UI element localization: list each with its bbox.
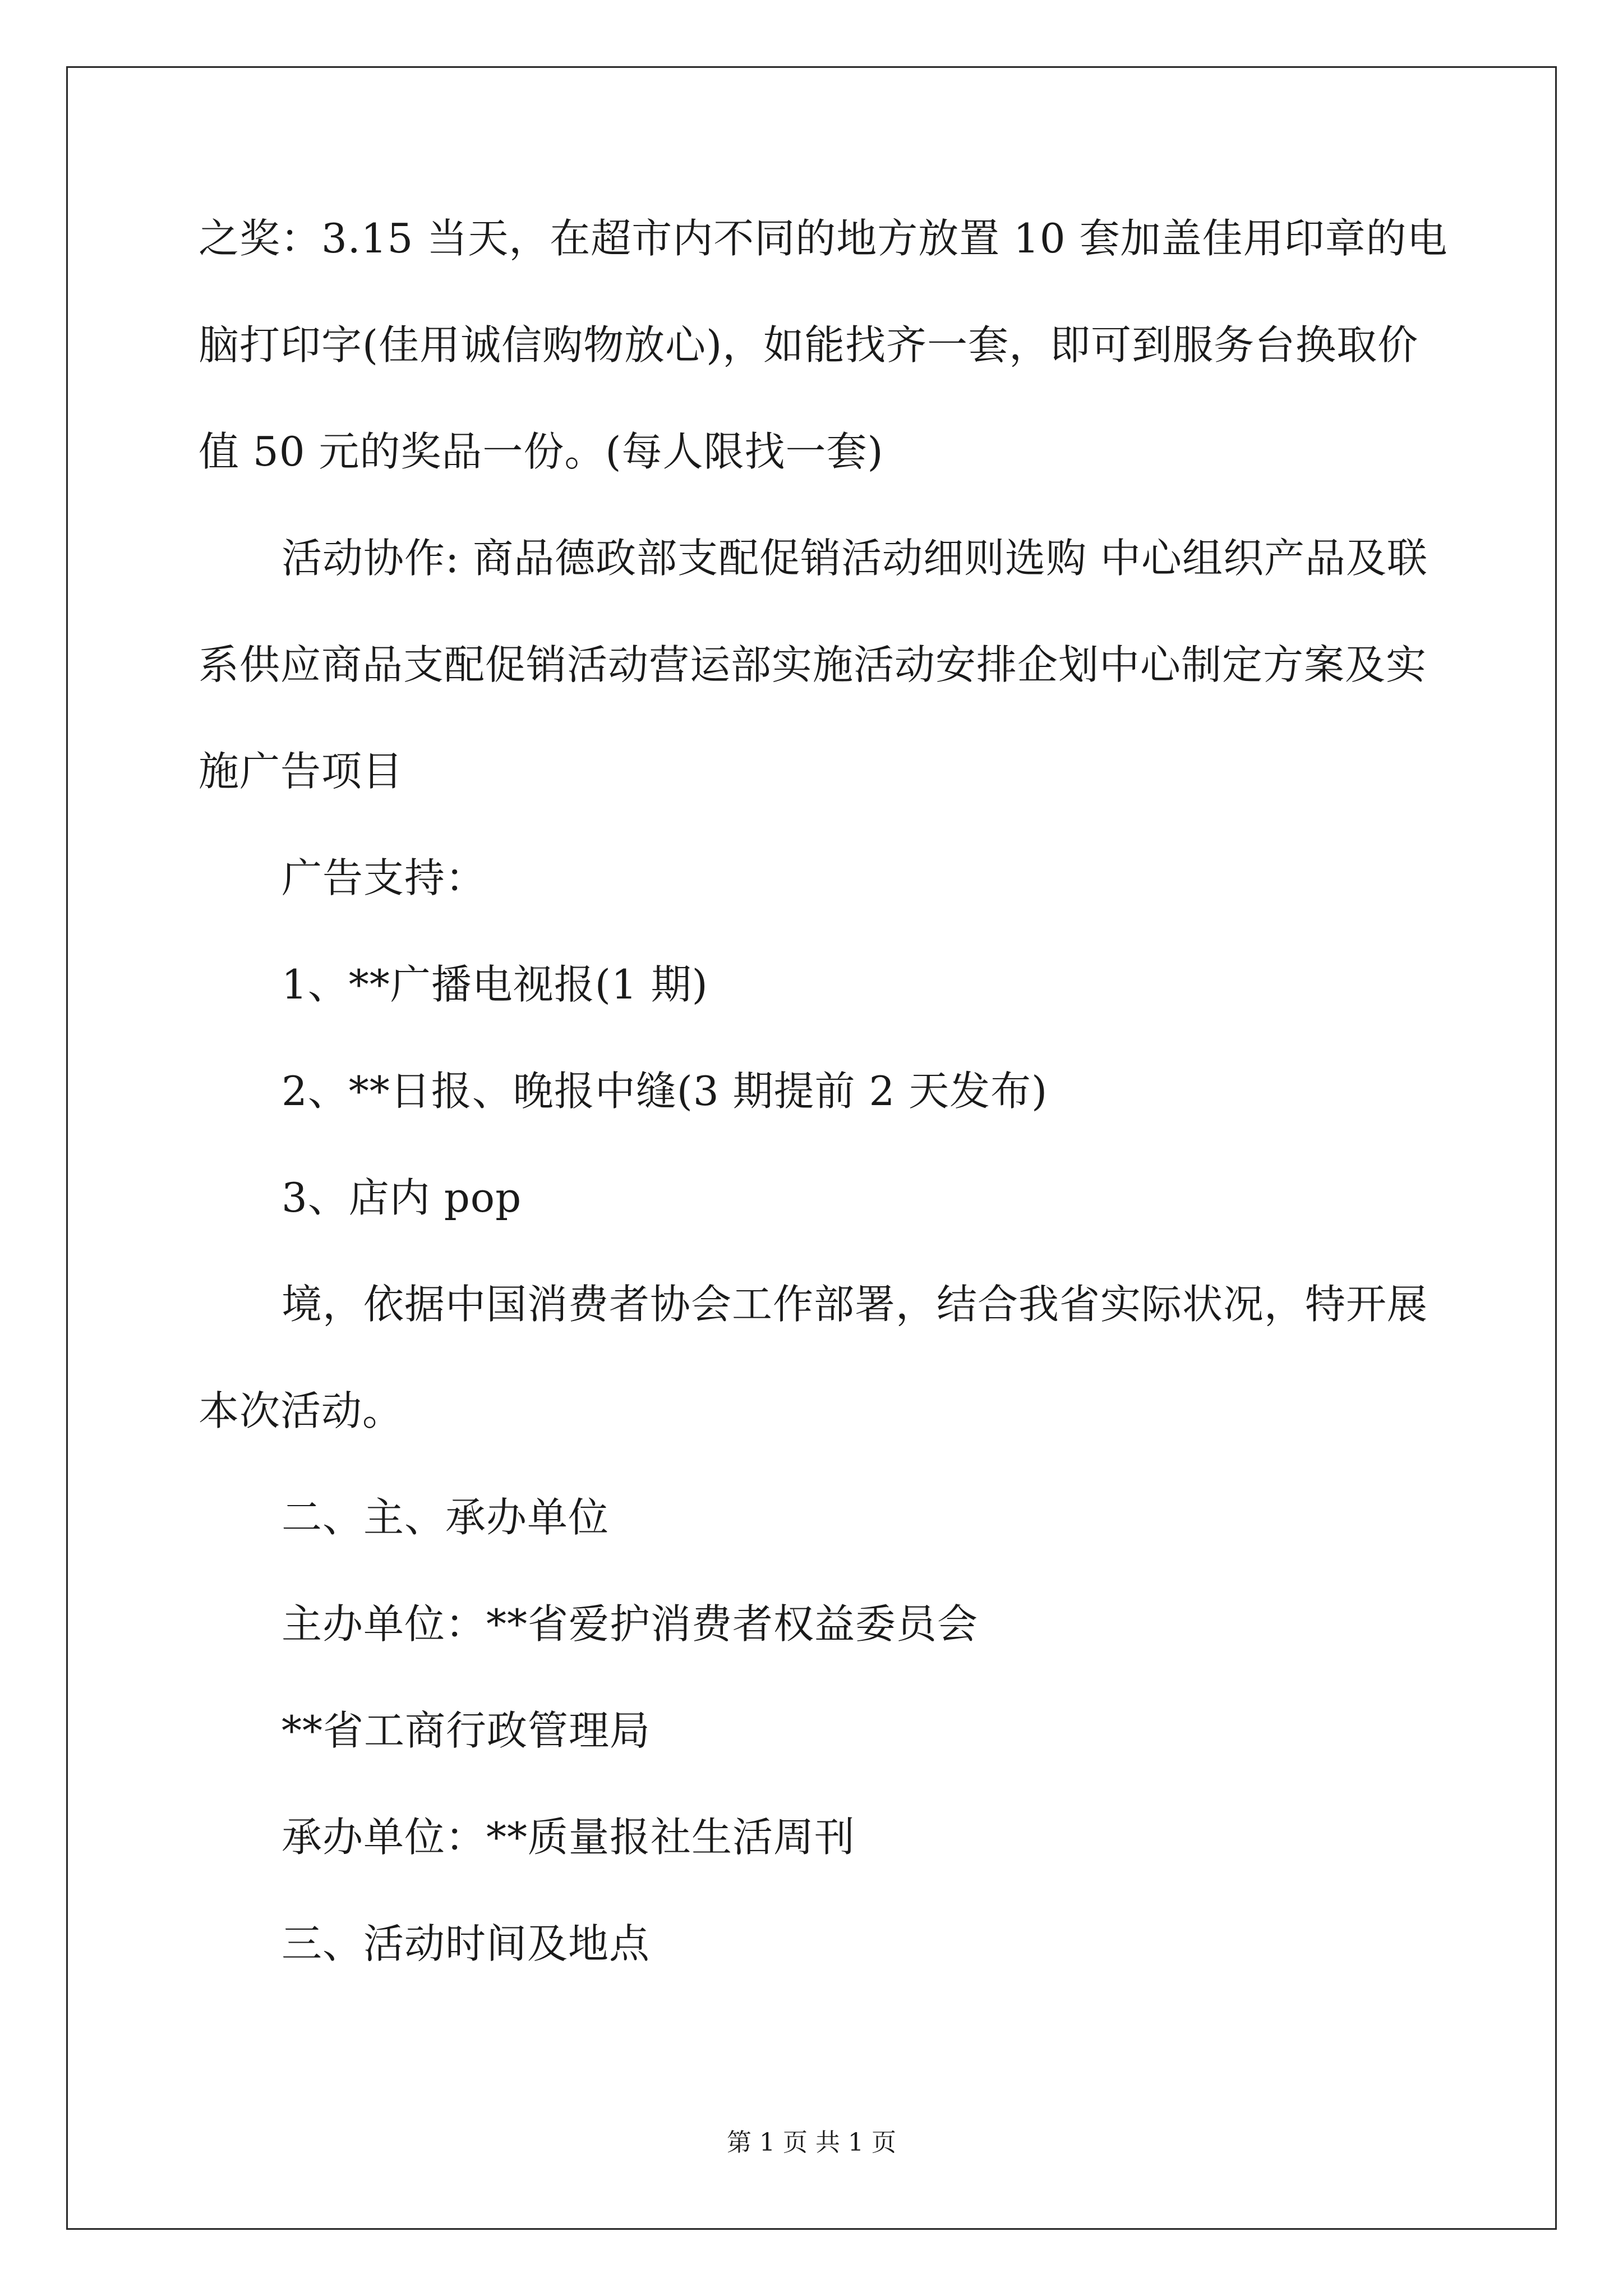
text-line: 1、**广播电视报(1 期) (282, 961, 708, 1008)
text-line: 3、店内 pop (282, 1174, 522, 1221)
text-line: 2、**日报、晚报中缝(3 期提前 2 天发布) (282, 1068, 1048, 1115)
text-line: 主办单位：**省爱护消费者权益委员会 (282, 1600, 979, 1648)
text-line: **省工商行政管理局 (282, 1707, 651, 1754)
section-heading: 二、主、承办单位 (282, 1494, 610, 1541)
page-border (66, 66, 1557, 2230)
text-line: 活动协作: 商品德政部支配促销活动细则选购 中心组织产品及联 (282, 535, 1428, 582)
text-line: 境，依据中国消费者协会工作部署，结合我省实际状况，特开展 (282, 1281, 1428, 1328)
text-line: 施广告项目 (199, 748, 404, 795)
page-number: 第 1 页 共 1 页 (727, 2128, 896, 2157)
text-line: 值 50 元的奖品一份。(每人限找一套) (199, 428, 884, 475)
text-line: 承办单位：**质量报社生活周刊 (282, 1814, 856, 1861)
text-line: 本次活动。 (199, 1387, 404, 1434)
text-line: 脑打印字(佳用诚信购物放心)，如能找齐一套，即可到服务台换取价 (199, 321, 1419, 369)
text-line: 系供应商品支配促销活动营运部实施活动安排企划中心制定方案及实 (199, 641, 1427, 688)
section-heading: 三、活动时间及地点 (282, 1920, 651, 1967)
text-line: 广告支持： (282, 854, 487, 901)
text-line: 之奖：3.15 当天，在超市内不同的地方放置 10 套加盖佳用印章的电 (199, 215, 1448, 262)
